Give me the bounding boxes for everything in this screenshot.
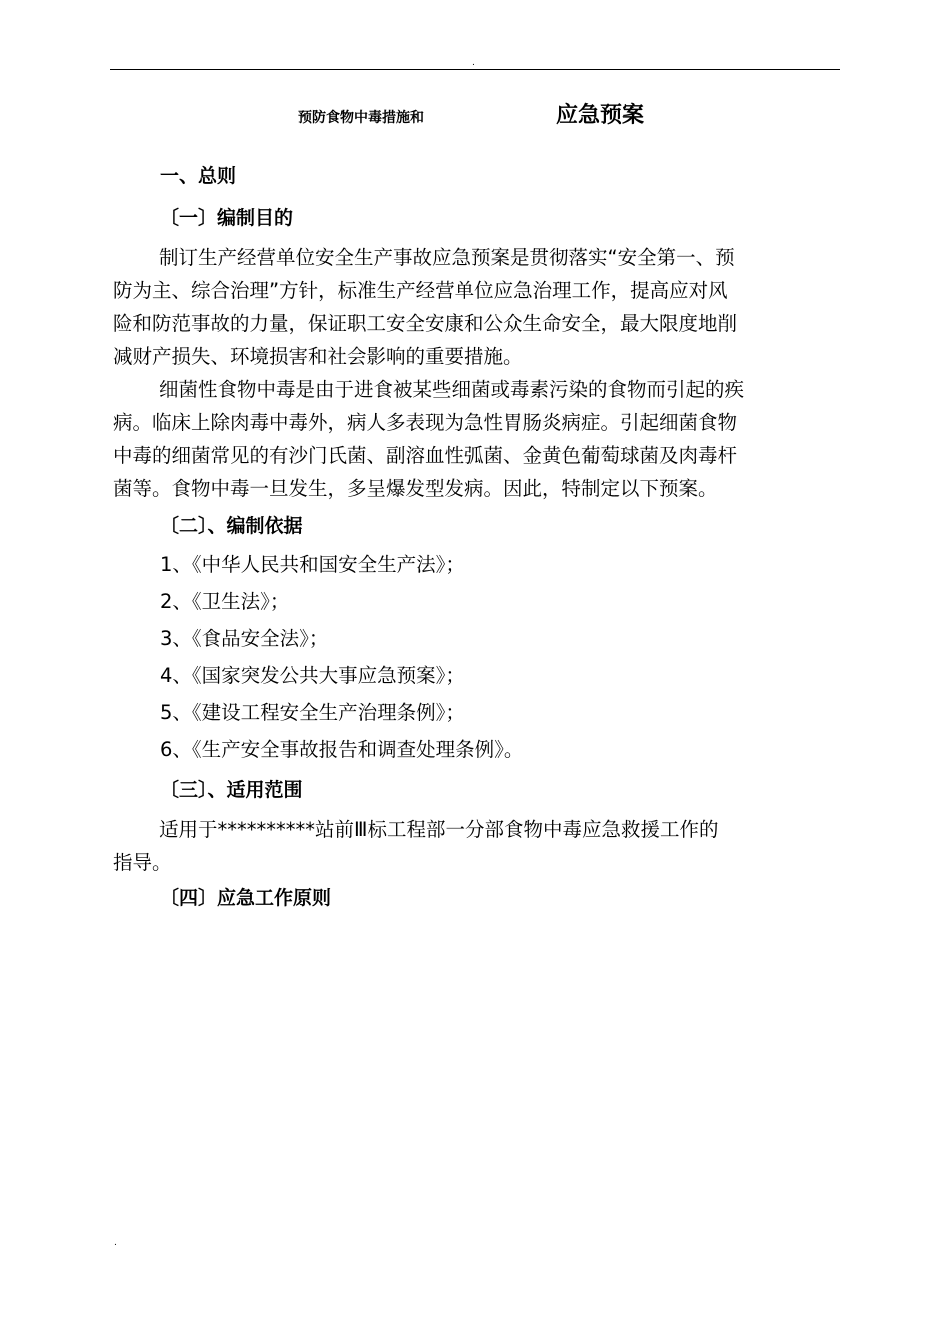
section-heading-basis: 〔二〕、编制依据 [160, 515, 303, 537]
paragraph-bacteria [113, 373, 843, 505]
paragraph-line: 菌等。食物中毒一旦发生，多呈爆发型发病。因此，特制定以下预案。 [113, 477, 718, 500]
footer-mark: . [114, 1238, 117, 1248]
paragraph-scope [113, 813, 843, 879]
basis-list-item: 6、《生产安全事故报告和调查处理条例》。 [160, 738, 524, 761]
basis-list-item: 1、《中华人民共和国安全生产法》； [160, 553, 465, 576]
header-mark: . [472, 58, 475, 68]
basis-list-item: 4、《国家突发公共大事应急预案》； [160, 664, 465, 687]
paragraph-line: 制订生产经营单位安全生产事故应急预案是贯彻落实“安全第一、预 [159, 246, 735, 269]
paragraph-line: 病。临床上除肉毒中毒外，病人多表现为急性胃肠炎病症。引起细菌食物 [113, 411, 738, 434]
paragraph-line: 细菌性食物中毒是由于进食被某些细菌或毒素污染的食物而引起的疾 [159, 378, 745, 401]
section-heading-general: 一、总则 [160, 165, 237, 187]
basis-list-item: 5、《建设工程安全生产治理条例》； [160, 701, 465, 724]
basis-list-item: 3、《食品安全法》； [160, 627, 329, 650]
paragraph-line: 中毒的细菌常见的有沙门氏菌、副溶血性弧菌、金黄色葡萄球菌及肉毒杆 [113, 444, 738, 467]
paragraph-line: 险和防范事故的力量，保证职工安全安康和公众生命安全，最大限度地削 [113, 312, 738, 335]
document-title-part1: 预防食物中毒措施和 [298, 110, 424, 126]
paragraph-line: 减财产损失、环境损害和社会影响的重要措施。 [113, 345, 523, 368]
document-title-part2: 应急预案 [556, 103, 645, 128]
section-heading-scope: 〔三〕、适用范围 [160, 779, 303, 801]
section-heading-purpose: 〔一〕编制目的 [160, 207, 294, 229]
basis-list-item: 2、《卫生法》； [160, 590, 290, 613]
header-rule [110, 69, 840, 70]
paragraph-line: 适用于**********站前Ⅲ标工程部一分部食物中毒应急救援工作的 [159, 818, 719, 841]
paragraph-line: 防为主、综合治理”方针，标准生产经营单位应急治理工作，提高应对风 [113, 279, 728, 302]
section-heading-principles: 〔四〕应急工作原则 [160, 887, 332, 909]
paragraph-purpose [113, 241, 843, 373]
paragraph-line: 指导。 [113, 851, 172, 874]
